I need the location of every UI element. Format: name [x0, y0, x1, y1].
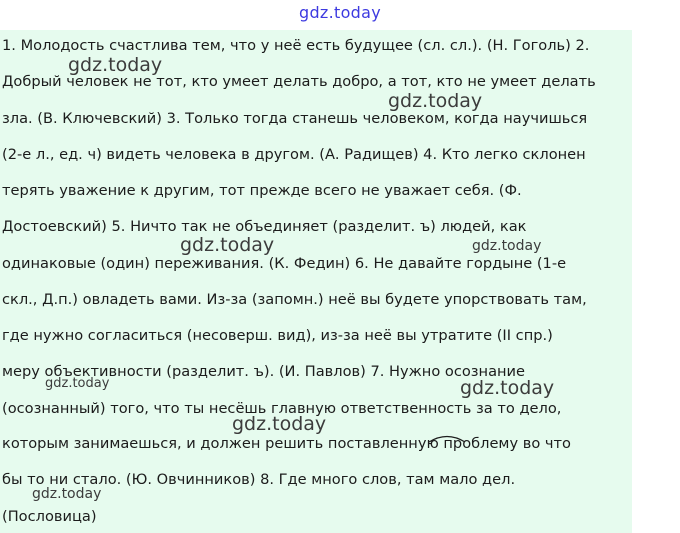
text-line-11: (осознанный) того, что ты несёшь главную ответственность за то дело, — [2, 400, 562, 417]
watermark: gdz.today — [180, 234, 275, 256]
text-line-6: Достоевский) 5. Ничто так не объединяет (разделит. ъ) людей, как — [2, 218, 527, 235]
text-line-14: (Пословица) — [2, 508, 97, 525]
header-watermark: gdz.today — [299, 3, 381, 22]
suffix-arc-mark — [427, 433, 467, 443]
text-line-3: зла. (В. Ключевский) 3. Только тогда станешь человеком, когда научишься — [2, 110, 588, 127]
watermark: gdz.today — [460, 377, 555, 399]
watermark: gdz.today — [32, 486, 102, 502]
watermark: gdz.today — [232, 413, 327, 435]
text-line-8: скл., Д.п.) овладеть вами. Из-за (запомн.) неё вы будете упорствовать там, — [2, 291, 587, 308]
text-line-4: (2-е л., ед. ч) видеть человека в другом. (А. Радищев) 4. Кто легко склонен — [2, 146, 586, 163]
text-line-7: одинаковые (один) переживания. (К. Федин) 6. Не давайте гордыне (1-е — [2, 255, 567, 272]
text-line-1: 1. Молодость счастлива тем, что у неё есть будущее (сл. сл.). (Н. Гоголь) 2. — [2, 37, 590, 54]
text-line-10: меру объективности (разделит. ъ). (И. Павлов) 7. Нужно осознание — [2, 363, 526, 380]
watermark: gdz.today — [68, 54, 163, 76]
text-line-13: бы то ни стало. (Ю. Овчинников) 8. Где много слов, там мало дел. — [2, 471, 516, 488]
watermark: gdz.today — [472, 238, 542, 254]
text-line-12: которым занимаешься, и должен решить поставленную проблему во что — [2, 435, 571, 452]
watermark: gdz.today — [388, 90, 483, 112]
text-line-9: где нужно согласиться (несоверш. вид), из-за неё вы утратите (II спр.) — [2, 327, 553, 344]
watermark: gdz.today — [45, 376, 110, 391]
text-panel — [0, 30, 632, 533]
text-line-2: Добрый человек не тот, кто умеет делать добро, а тот, кто не умеет делать — [2, 73, 596, 90]
text-line-5: терять уважение к другим, тот прежде всего не уважает себя. (Ф. — [2, 182, 522, 199]
